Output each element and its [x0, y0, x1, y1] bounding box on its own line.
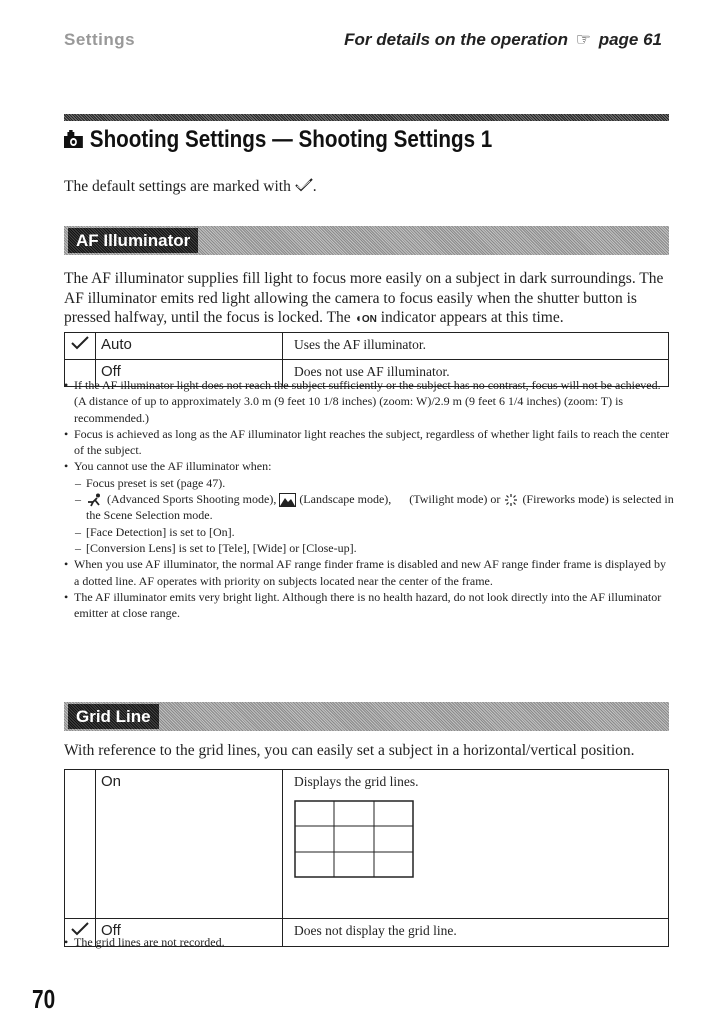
- note-item: • When you use AF illuminator, the normal AF range finder frame is disabled and new AF range finder frame is displayed by a dotted line. AF operates with priority on subjects located near the center of the frame.: [64, 556, 674, 589]
- af-lock-indicator-icon: ◖ON: [354, 311, 377, 325]
- option-name: Auto: [96, 333, 283, 360]
- page-title: [64, 126, 492, 155]
- note-subitem: [64, 491, 674, 524]
- note-item: • Focus is achieved as long as the AF illuminator light reaches the subject, regardless of whether light fails to reach the center of the subject.: [64, 426, 674, 459]
- grid-line-description: With reference to the grid lines, you can easily set a subject in a horizontal/vertical position.: [64, 742, 635, 759]
- option-name: Off: [96, 360, 283, 387]
- header-reference-prefix: For details on the operation: [344, 30, 568, 49]
- option-name: On: [96, 770, 283, 919]
- fireworks-mode-icon: [503, 492, 519, 506]
- header-reference: [344, 30, 662, 50]
- af-illuminator-heading: AF Illuminator: [68, 228, 198, 253]
- default-check-icon: [295, 178, 313, 197]
- option-description: Does not use AF illuminator.: [283, 360, 669, 387]
- af-illuminator-description: [64, 269, 669, 330]
- default-marker-cell: [65, 770, 96, 919]
- note-text: (Fireworks mode) is selected in the Scene Selection mode.: [86, 492, 674, 523]
- af-description-part-a: The AF illuminator supplies fill light to focus more easily on a subject in dark surroundings. The AF illuminator emits red light allowing the camera to focus easily when the shutter button is pressed halfway, until the focus is locked. The: [64, 270, 664, 326]
- sports-mode-icon: [86, 492, 104, 506]
- option-description: Displays the grid lines.: [294, 774, 419, 789]
- table-row: [65, 770, 669, 919]
- note-text: (Twilight mode) or: [409, 492, 501, 507]
- pointing-hand-icon: ☞: [575, 30, 591, 49]
- page-number: 70: [32, 984, 56, 1014]
- grid-lines-illustration: [294, 800, 414, 878]
- note-item: • The AF illuminator emits very bright light. Although there is no health hazard, do not look directly into the AF illuminator emitter at close range.: [64, 589, 674, 622]
- note-item: • The grid lines are not recorded.: [64, 934, 674, 950]
- af-illuminator-notes: [64, 377, 674, 621]
- table-row: [65, 333, 669, 360]
- note-subitem: – Focus preset is set (page 47).: [64, 475, 674, 491]
- af-indicator-text: ON: [361, 314, 377, 325]
- af-illuminator-heading-bar: [64, 226, 669, 255]
- intro-line: The default settings are marked with .: [64, 178, 317, 196]
- option-description: Uses the AF illuminator.: [283, 333, 669, 360]
- option-description: Does not display the grid line.: [283, 919, 669, 947]
- note-text: (Advanced Sports Shooting mode),: [107, 492, 277, 507]
- note-item: • If the AF illuminator light does not reach the subject sufficiently or the subject has no contrast, focus will not be achieved. (A distance of up to approximately 3.0 m (9 feet 10 1/8 inches) (zoom: W)/2.9 m (9 feet 6 1/4 inches) (zoom: T) is recommended.): [64, 377, 674, 426]
- note-subitem: – [Face Detection] is set to [On].: [64, 524, 674, 540]
- twilight-mode-icon: [394, 492, 406, 506]
- grid-line-heading: Grid Line: [68, 704, 159, 729]
- camera-icon: [64, 127, 83, 155]
- header-reference-page: page 61: [598, 30, 662, 49]
- default-marker-cell: [65, 333, 96, 360]
- page-title-text: Shooting Settings — Shooting Settings 1: [89, 126, 493, 153]
- default-check-icon: [71, 337, 89, 354]
- note-subitem: – [Conversion Lens] is set to [Tele], [Wide] or [Close-up].: [64, 540, 674, 556]
- option-description-cell: [283, 770, 669, 919]
- af-description-part-b: indicator appears at this time.: [380, 309, 564, 326]
- landscape-mode-icon: [279, 492, 296, 506]
- grid-line-notes: [64, 934, 674, 950]
- note-text: (Landscape mode),: [299, 492, 392, 507]
- title-rule: [64, 114, 669, 121]
- intro-text: The default settings are marked with: [64, 178, 291, 196]
- header-section-label: Settings: [64, 30, 136, 49]
- grid-line-options-table: [64, 769, 669, 947]
- grid-line-heading-bar: [64, 702, 669, 731]
- option-name: Off: [96, 919, 283, 947]
- note-item: • You cannot use the AF illuminator when:: [64, 458, 674, 474]
